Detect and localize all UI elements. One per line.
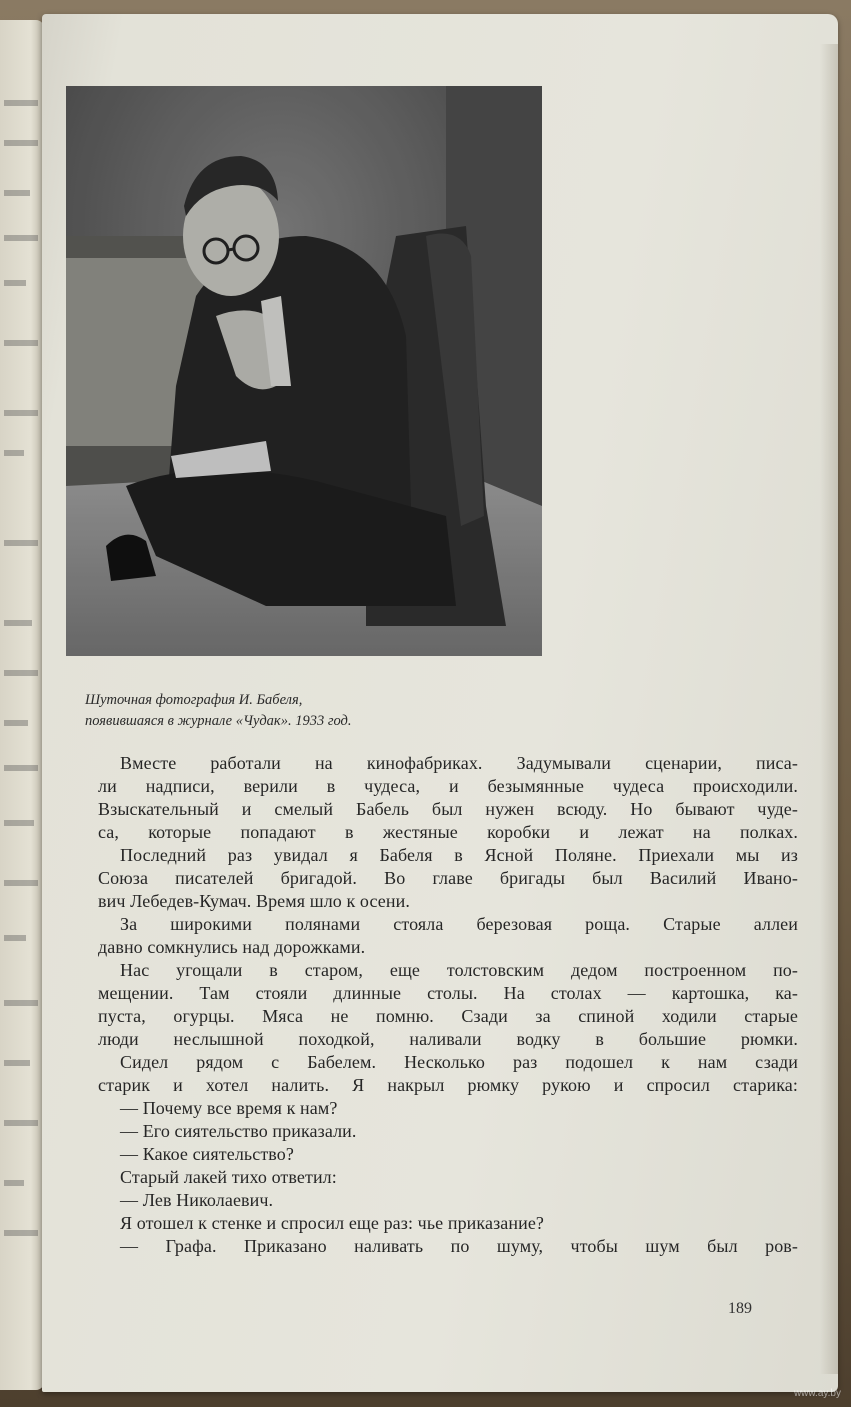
text-line: са, которые попадают в жестяные коробки и лежат на полках. [98, 822, 798, 842]
text-line: ли надписи, верили в чудеса, и безымянные чудеса происходили. [98, 776, 798, 796]
text-line: — Почему все время к нам? [120, 1098, 338, 1118]
text-line: — Лев Николаевич. [120, 1190, 274, 1210]
text-line: Сидел рядом с Бабелем. Несколько раз подошел к нам сзади [120, 1052, 798, 1072]
text-line: давно сомкнулись над дорожками. [98, 937, 366, 957]
photo-caption [85, 690, 505, 732]
text-line: Старый лакей тихо ответил: [120, 1167, 337, 1187]
watermark: www.ay.by [793, 1388, 841, 1399]
text-line: Вместе работали на кинофабриках. Задумывали сценарии, писа- [120, 753, 798, 773]
body-text [98, 752, 798, 1258]
text-line: Я отошел к стенке и спросил еще раз: чье приказание? [120, 1213, 545, 1233]
caption-line: появившаяся в журнале «Чудак». 1933 год. [85, 713, 352, 729]
caption-line: Шуточная фотография И. Бабеля, [85, 692, 303, 708]
text-line: За широкими полянами стояла березовая роща. Старые аллеи [120, 914, 798, 934]
text-line: старик и хотел налить. Я накрыл рюмку рукою и спросил старика: [98, 1075, 798, 1095]
text-line: вич Лебедев-Кумач. Время шло к осени. [98, 891, 410, 911]
text-line: Нас угощали в старом, еще толстовским дедом построенном по- [120, 960, 798, 980]
page-curl-shadow [820, 44, 838, 1374]
photo-portrait-icon [66, 86, 542, 656]
page-number: 189 [728, 1300, 752, 1317]
text-line: мещении. Там стояли длинные столы. На столах — картошка, ка- [98, 983, 798, 1003]
book-page [42, 14, 838, 1392]
text-line: люди неслышной походкой, наливали водку в большие рюмки. [98, 1029, 798, 1049]
text-line: Союза писателей бригадой. Во главе бригады был Василий Ивано- [98, 868, 798, 888]
text-line: — Графа. Приказано наливать по шуму, чтобы шум был ров- [120, 1236, 798, 1256]
text-line: пуста, огурцы. Мяса не помню. Сзади за спиной ходили старые [98, 1006, 798, 1026]
text-line: Последний раз увидал я Бабеля в Ясной Поляне. Приехали мы из [120, 845, 798, 865]
left-page-edge [0, 20, 44, 1390]
text-line: — Его сиятельство приказали. [120, 1121, 357, 1141]
text-line: — Какое сиятельство? [120, 1144, 294, 1164]
text-line: Взыскательный и смелый Бабель был нужен всюду. Но бывают чуде- [98, 799, 798, 819]
